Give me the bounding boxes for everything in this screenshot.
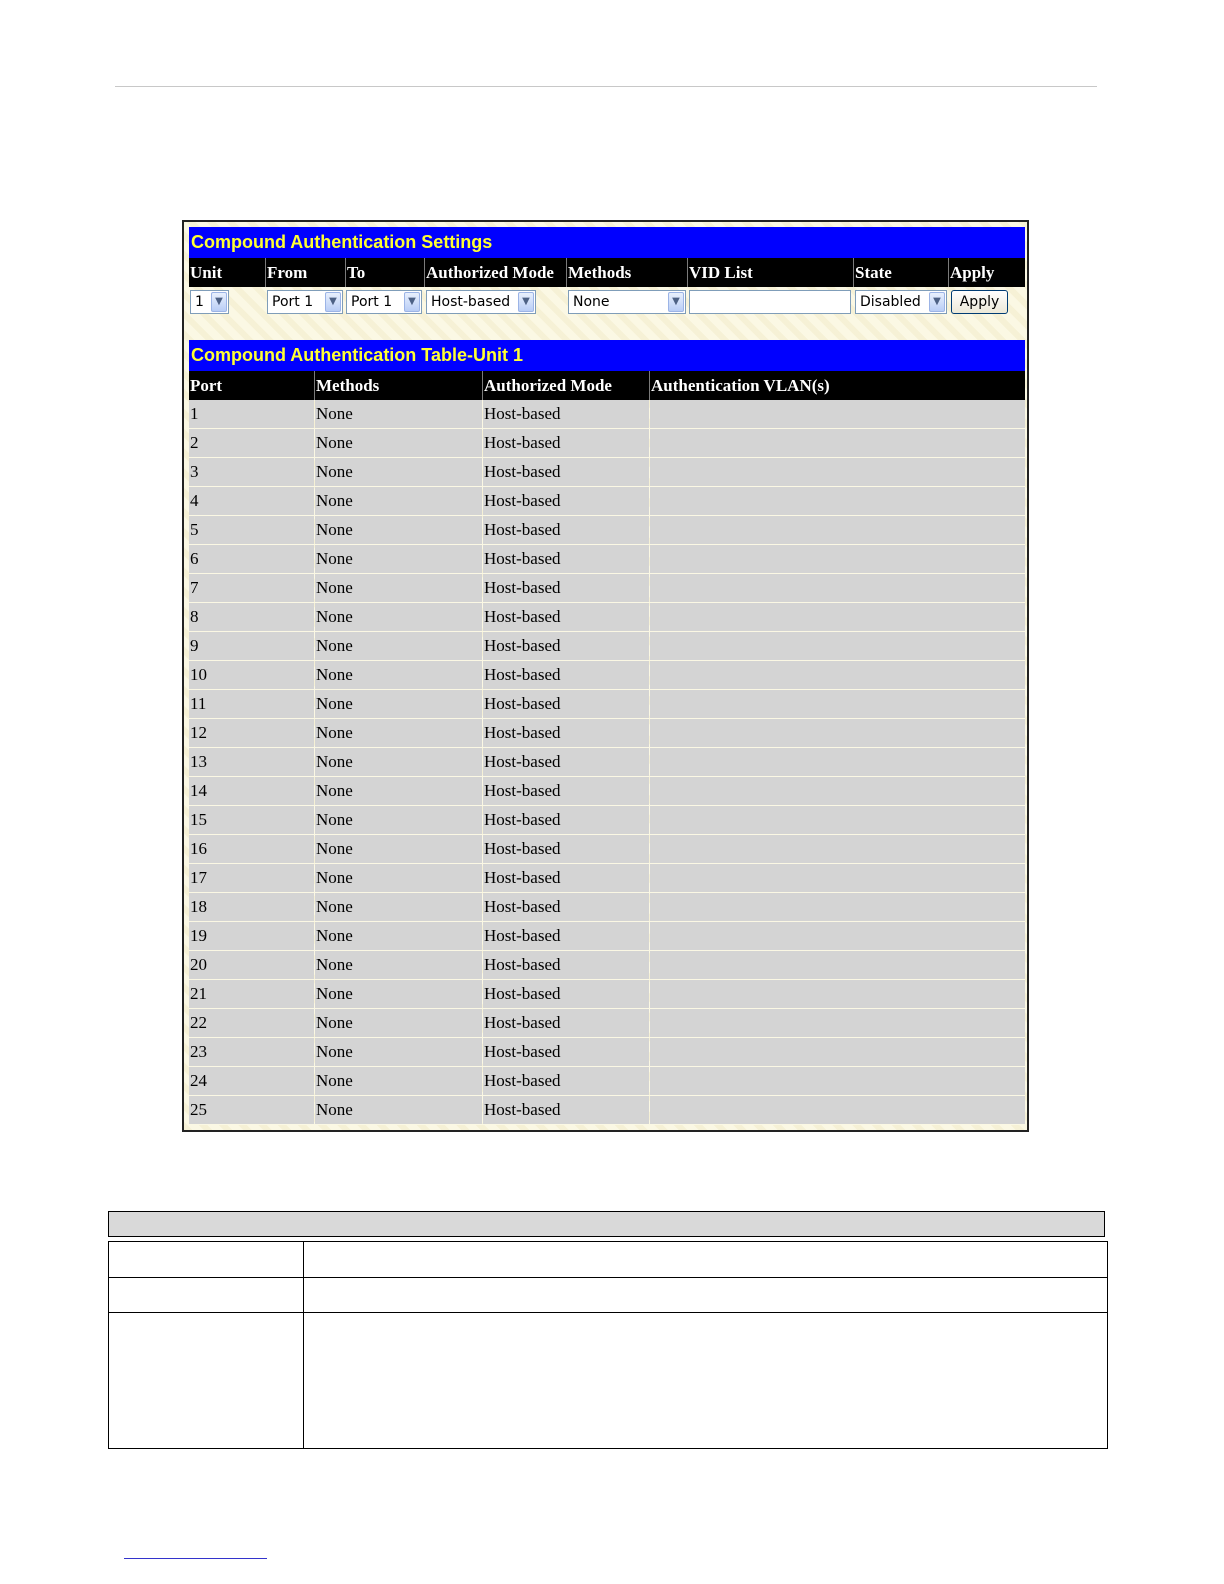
cell-methods: None [315,632,482,660]
cell-authentication-vlans [650,980,1025,1008]
table-row [189,806,1025,835]
cell-port: 3 [189,458,314,486]
description-column-divider [303,1242,304,1448]
methods-value: None [573,294,610,310]
cell-authentication-vlans [650,864,1025,892]
cell-authentication-vlans [650,690,1025,718]
table-row [189,1009,1025,1038]
cell-port: 16 [189,835,314,863]
cell-methods: None [315,893,482,921]
table-row [189,835,1025,864]
footer-link-underline [124,1558,267,1559]
table-row [189,1067,1025,1096]
cell-methods: None [315,1038,482,1066]
header-authorized-mode: Authorized Mode [426,263,554,282]
cell-methods: None [315,661,482,689]
cell-port: 22 [189,1009,314,1037]
cell-port: 7 [189,574,314,602]
cell-methods: None [315,806,482,834]
header-state: State [855,263,892,282]
cell-port: 2 [189,429,314,457]
table-row [189,429,1025,458]
cell-authorized-mode: Host-based [483,545,649,573]
chevron-down-icon: ▼ [518,292,534,312]
cell-port: 20 [189,951,314,979]
unit-select-value: 1 [195,294,204,310]
cell-port: 10 [189,661,314,689]
to-port-select[interactable] [346,290,422,314]
state-select[interactable] [855,290,947,314]
table-row [189,400,1025,429]
chevron-down-icon: ▼ [668,292,684,312]
cell-authentication-vlans [650,603,1025,631]
settings-title: Compound Authentication Settings [189,227,1025,258]
table-row [189,516,1025,545]
cell-methods: None [315,545,482,573]
description-table [108,1241,1108,1449]
header-from: From [267,263,308,282]
table-row [189,1096,1025,1125]
cell-methods: None [315,574,482,602]
cell-authorized-mode: Host-based [483,516,649,544]
table-row [189,574,1025,603]
cell-authorized-mode: Host-based [483,603,649,631]
table-row [189,487,1025,516]
table-row [189,922,1025,951]
table-row [189,748,1025,777]
header-authentication-vlans: Authentication VLAN(s) [651,376,830,395]
cell-authentication-vlans [650,1096,1025,1124]
cell-methods: None [315,777,482,805]
cell-authorized-mode: Host-based [483,400,649,428]
description-row-divider [109,1312,1107,1313]
table-row [189,661,1025,690]
cell-port: 9 [189,632,314,660]
state-value: Disabled [860,294,921,310]
cell-port: 1 [189,400,314,428]
to-port-value: Port 1 [351,294,393,310]
screenshot-frame [182,220,1029,1132]
table-row [189,545,1025,574]
chevron-down-icon: ▼ [211,292,227,312]
table-row [189,632,1025,661]
cell-authentication-vlans [650,1038,1025,1066]
cell-port: 17 [189,864,314,892]
cell-methods: None [315,429,482,457]
apply-button[interactable]: Apply [951,290,1008,314]
cell-methods: None [315,400,482,428]
header-apply: Apply [950,263,995,282]
cell-methods: None [315,690,482,718]
cell-authorized-mode: Host-based [483,980,649,1008]
cell-authentication-vlans [650,922,1025,950]
page-top-rule [115,86,1097,87]
cell-port: 23 [189,1038,314,1066]
cell-authorized-mode: Host-based [483,922,649,950]
table-row [189,458,1025,487]
cell-authentication-vlans [650,893,1025,921]
methods-select[interactable] [568,290,686,314]
cell-methods: None [315,1067,482,1095]
cell-authorized-mode: Host-based [483,429,649,457]
cell-methods: None [315,864,482,892]
cell-authentication-vlans [650,661,1025,689]
cell-methods: None [315,835,482,863]
cell-authorized-mode: Host-based [483,893,649,921]
cell-authentication-vlans [650,400,1025,428]
chevron-down-icon: ▼ [404,292,420,312]
cell-methods: None [315,748,482,776]
description-table-header [108,1211,1105,1237]
cell-methods: None [315,980,482,1008]
cell-methods: None [315,603,482,631]
cell-authorized-mode: Host-based [483,951,649,979]
cell-authorized-mode: Host-based [483,719,649,747]
table-header-row [189,371,1025,400]
cell-authentication-vlans [650,806,1025,834]
cell-port: 12 [189,719,314,747]
cell-port: 21 [189,980,314,1008]
header-authorized-mode: Authorized Mode [484,376,612,395]
table-row [189,980,1025,1009]
chevron-down-icon: ▼ [929,292,945,312]
table-title: Compound Authentication Table-Unit 1 [189,340,1025,371]
cell-authorized-mode: Host-based [483,632,649,660]
header-port: Port [190,376,223,395]
cell-authorized-mode: Host-based [483,806,649,834]
cell-authentication-vlans [650,574,1025,602]
cell-port: 24 [189,1067,314,1095]
cell-authentication-vlans [650,545,1025,573]
cell-authorized-mode: Host-based [483,661,649,689]
cell-authentication-vlans [650,632,1025,660]
cell-authentication-vlans [650,719,1025,747]
chevron-down-icon: ▼ [325,292,341,312]
from-port-select[interactable] [267,290,343,314]
cell-authorized-mode: Host-based [483,1067,649,1095]
header-vid-list: VID List [689,263,753,282]
compound-auth-table [189,400,1025,1125]
header-methods: Methods [568,263,632,282]
cell-port: 13 [189,748,314,776]
cell-port: 14 [189,777,314,805]
table-row [189,893,1025,922]
cell-authorized-mode: Host-based [483,574,649,602]
cell-authentication-vlans [650,516,1025,544]
cell-methods: None [315,1096,482,1124]
cell-methods: None [315,1009,482,1037]
cell-port: 11 [189,690,314,718]
cell-authorized-mode: Host-based [483,1038,649,1066]
authorized-mode-select[interactable] [426,290,536,314]
cell-port: 25 [189,1096,314,1124]
cell-authentication-vlans [650,487,1025,515]
cell-port: 5 [189,516,314,544]
cell-port: 15 [189,806,314,834]
cell-authorized-mode: Host-based [483,864,649,892]
cell-authorized-mode: Host-based [483,690,649,718]
table-row [189,719,1025,748]
cell-authentication-vlans [650,1067,1025,1095]
cell-port: 4 [189,487,314,515]
from-port-value: Port 1 [272,294,314,310]
cell-authentication-vlans [650,835,1025,863]
settings-header-row [189,258,1025,287]
table-row [189,864,1025,893]
cell-port: 19 [189,922,314,950]
cell-authorized-mode: Host-based [483,777,649,805]
table-row [189,777,1025,806]
cell-authorized-mode: Host-based [483,487,649,515]
cell-authentication-vlans [650,951,1025,979]
cell-port: 18 [189,893,314,921]
cell-authentication-vlans [650,748,1025,776]
cell-port: 8 [189,603,314,631]
table-row [189,1038,1025,1067]
cell-authorized-mode: Host-based [483,835,649,863]
cell-authentication-vlans [650,777,1025,805]
table-row [189,690,1025,719]
cell-methods: None [315,458,482,486]
cell-authorized-mode: Host-based [483,1096,649,1124]
cell-authentication-vlans [650,458,1025,486]
table-row [189,951,1025,980]
cell-authorized-mode: Host-based [483,458,649,486]
unit-select[interactable] [190,290,229,314]
cell-authorized-mode: Host-based [483,1009,649,1037]
header-to: To [347,263,366,282]
authorized-mode-value: Host-based [431,294,511,310]
description-row-divider [109,1277,1107,1278]
cell-authorized-mode: Host-based [483,748,649,776]
cell-methods: None [315,922,482,950]
header-methods: Methods [316,376,380,395]
cell-methods: None [315,951,482,979]
cell-methods: None [315,516,482,544]
cell-methods: None [315,719,482,747]
cell-authentication-vlans [650,1009,1025,1037]
cell-authentication-vlans [650,429,1025,457]
cell-methods: None [315,487,482,515]
cell-port: 6 [189,545,314,573]
header-unit: Unit [190,263,223,282]
vid-list-input[interactable] [689,290,851,314]
table-row [189,603,1025,632]
